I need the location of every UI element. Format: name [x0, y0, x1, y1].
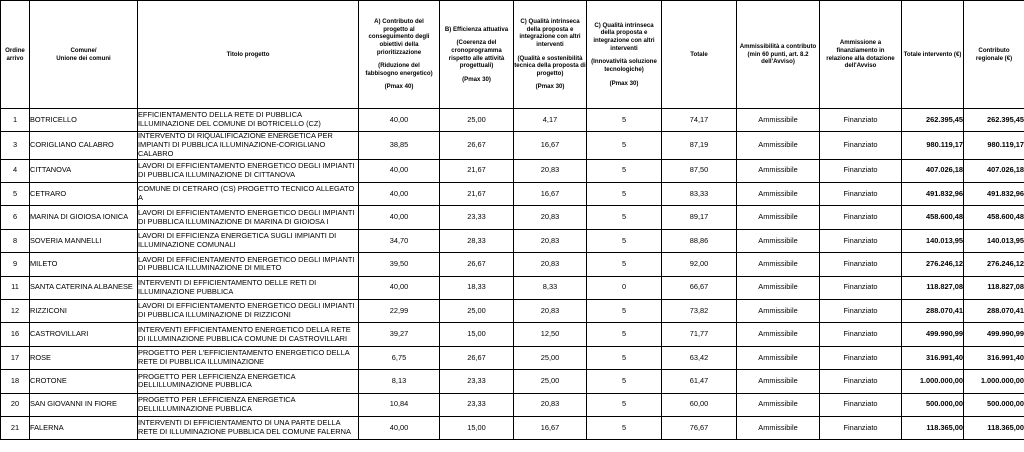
cell-finanziamento: Finanziato [820, 132, 902, 159]
table-row [1, 393, 1024, 416]
cell-score-c2: 5 [587, 159, 662, 182]
cell-comune: RIZZICONI [30, 299, 138, 322]
header-a-sub-line: (Riduzione del [378, 62, 420, 70]
header-contributo-line: regionale (€) [975, 54, 1013, 62]
cell-ammissibilita: Ammissibile [737, 276, 820, 299]
cell-titolo: INTERVENTI DI EFFICIENTAMENTO DI UNA PARTE DELLA RETE DI ILLUMINAZIONE PUBBLICA DEL COMUNE FALERNA [138, 416, 359, 439]
table-row [1, 182, 1024, 205]
header-ammissione-line: dell'Avviso [844, 62, 877, 70]
cell-totale-intervento: 262.395,45 [902, 109, 964, 132]
cell-contributo-regionale: 262.395,45 [964, 109, 1024, 132]
cell-score-c2: 5 [587, 253, 662, 276]
header-c2-line: interventi [610, 44, 638, 52]
cell-comune: CROTONE [30, 370, 138, 393]
cell-ammissibilita: Ammissibile [737, 229, 820, 252]
cell-ammissibilita: Ammissibile [737, 253, 820, 276]
cell-contributo-regionale: 407.026,18 [964, 159, 1024, 182]
header-amm-line: (min 60 punti, art. 8.2 [747, 50, 809, 58]
cell-totale: 88,86 [662, 229, 737, 252]
cell-totale-intervento: 118.365,00 [902, 416, 964, 439]
cell-ammissibilita: Ammissibile [737, 346, 820, 369]
cell-totale: 87,50 [662, 159, 737, 182]
cell-ammissibilita: Ammissibile [737, 132, 820, 159]
cell-totale: 83,33 [662, 182, 737, 205]
cell-ammissibilita: Ammissibile [737, 370, 820, 393]
cell-titolo: INTERVENTI EFFICIENTAMENTO ENERGETICO DELLA RETE DI ILLUMINAZIONE PUBBLICA COMUNE DI CASTROVILLARI [138, 323, 359, 346]
table-row [1, 323, 1024, 346]
cell-finanziamento: Finanziato [820, 276, 902, 299]
header-b-sub-line: cronoprogramma [451, 46, 502, 54]
cell-totale: 66,67 [662, 276, 737, 299]
cell-totale: 76,67 [662, 416, 737, 439]
cell-score-c1: 20,83 [514, 159, 587, 182]
cell-contributo-regionale: 118.365,00 [964, 416, 1024, 439]
header-row [1, 1, 1024, 109]
cell-score-b: 21,67 [440, 182, 514, 205]
header-a-line: obiettivi della [379, 40, 419, 48]
header-comune-line1: Comune/ [70, 46, 97, 54]
cell-contributo-regionale: 980.119,17 [964, 132, 1024, 159]
cell-ordine: 8 [1, 229, 30, 252]
table-row [1, 132, 1024, 159]
cell-score-c2: 0 [587, 276, 662, 299]
header-c2-line: della proposta e [600, 29, 648, 37]
cell-score-b: 21,67 [440, 159, 514, 182]
cell-comune: SANTA CATERINA ALBANESE [30, 276, 138, 299]
cell-comune: BOTRICELLO [30, 109, 138, 132]
cell-score-c1: 4,17 [514, 109, 587, 132]
cell-finanziamento: Finanziato [820, 393, 902, 416]
cell-score-b: 23,33 [440, 206, 514, 229]
cell-ordine: 5 [1, 182, 30, 205]
header-c2-sub-line: (Innovatività soluzione [591, 58, 657, 66]
cell-finanziamento: Finanziato [820, 206, 902, 229]
cell-finanziamento: Finanziato [820, 346, 902, 369]
cell-titolo: PROGETTO PER LEFFICIENZA ENERGETICA DELLILLUMINAZIONE PUBBLICA [138, 393, 359, 416]
header-criterion-c2 [587, 1, 662, 109]
cell-score-b: 23,33 [440, 370, 514, 393]
header-a-pmax: (Pmax 40) [384, 83, 414, 91]
header-c1-line: della proposta e [526, 25, 574, 33]
cell-titolo: LAVORI DI EFFICIENTAMENTO ENERGETICO DEGLI IMPIANTI DI PUBBLICA ILLUMINAZIONE DI MILETO [138, 253, 359, 276]
cell-score-c1: 8,33 [514, 276, 587, 299]
cell-comune: MARINA DI GIOIOSA IONICA [30, 206, 138, 229]
table-row [1, 206, 1024, 229]
cell-comune: SAN GIOVANNI IN FIORE [30, 393, 138, 416]
cell-ammissibilita: Ammissibile [737, 416, 820, 439]
table-body [1, 109, 1024, 440]
cell-finanziamento: Finanziato [820, 370, 902, 393]
cell-score-a: 40,00 [359, 276, 440, 299]
table-row [1, 346, 1024, 369]
header-comune [30, 1, 138, 109]
cell-ordine: 11 [1, 276, 30, 299]
cell-score-c2: 5 [587, 229, 662, 252]
header-b-sub-line: progettuali) [459, 62, 494, 70]
header-ammissione-line: finanziamento in [836, 46, 885, 54]
table-row [1, 276, 1024, 299]
header-c2-pmax: (Pmax 30) [609, 79, 639, 87]
cell-score-c1: 25,00 [514, 346, 587, 369]
cell-titolo: EFFICIENTAMENTO DELLA RETE DI PUBBLICA ILLUMINAZIONE DEL COMUNE DI BOTRICELLO (CZ) [138, 109, 359, 132]
cell-score-a: 40,00 [359, 109, 440, 132]
cell-ammissibilita: Ammissibile [737, 393, 820, 416]
header-c2-line: C) Qualità intrinseca [594, 21, 654, 29]
cell-score-b: 18,33 [440, 276, 514, 299]
header-b-line: B) Efficienza attuativa [444, 25, 509, 33]
cell-score-a: 10,84 [359, 393, 440, 416]
cell-score-c2: 5 [587, 299, 662, 322]
cell-score-a: 39,27 [359, 323, 440, 346]
cell-ammissibilita: Ammissibile [737, 299, 820, 322]
cell-score-a: 34,70 [359, 229, 440, 252]
cell-ordine: 12 [1, 299, 30, 322]
cell-score-a: 40,00 [359, 182, 440, 205]
cell-ammissibilita: Ammissibile [737, 323, 820, 346]
cell-ordine: 16 [1, 323, 30, 346]
cell-score-b: 23,33 [440, 393, 514, 416]
cell-titolo: LAVORI DI EFFICIENTAMENTO ENERGETICO DEGLI IMPIANTI DI PUBBLICA ILLUMINAZIONE DI RIZZICONI [138, 299, 359, 322]
cell-finanziamento: Finanziato [820, 416, 902, 439]
cell-finanziamento: Finanziato [820, 159, 902, 182]
cell-score-a: 6,75 [359, 346, 440, 369]
cell-score-c1: 16,67 [514, 182, 587, 205]
cell-score-a: 40,00 [359, 416, 440, 439]
cell-comune: CORIGLIANO CALABRO [30, 132, 138, 159]
header-c1-line: interventi [536, 40, 564, 48]
cell-score-b: 25,00 [440, 299, 514, 322]
cell-ordine: 21 [1, 416, 30, 439]
header-ordine-line1: Ordine [5, 46, 25, 54]
cell-totale-intervento: 500.000,00 [902, 393, 964, 416]
cell-score-a: 38,85 [359, 132, 440, 159]
cell-contributo-regionale: 118.827,08 [964, 276, 1024, 299]
header-c2-sub [587, 58, 661, 73]
cell-totale-intervento: 140.013,95 [902, 229, 964, 252]
cell-contributo-regionale: 491.832,96 [964, 182, 1024, 205]
cell-finanziamento: Finanziato [820, 182, 902, 205]
header-amm-line: dell'Avviso) [761, 58, 795, 66]
header-b-sub-line: (Coerenza del [456, 39, 497, 47]
cell-score-b: 28,33 [440, 229, 514, 252]
header-amm-line: Ammissibilità a contributo [739, 43, 817, 51]
cell-totale: 92,00 [662, 253, 737, 276]
cell-contributo-regionale: 316.991,40 [964, 346, 1024, 369]
cell-comune: CITTANOVA [30, 159, 138, 182]
cell-score-b: 15,00 [440, 323, 514, 346]
table-row [1, 109, 1024, 132]
header-criterion-b [440, 1, 514, 109]
cell-titolo: COMUNE DI CETRARO (CS) PROGETTO TECNICO ALLEGATO A [138, 182, 359, 205]
header-ammissione [820, 1, 902, 109]
cell-ordine: 1 [1, 109, 30, 132]
cell-contributo-regionale: 1.000.000,00 [964, 370, 1024, 393]
cell-totale: 89,17 [662, 206, 737, 229]
header-c1-sub-line: progetto) [536, 69, 564, 77]
cell-totale-intervento: 1.000.000,00 [902, 370, 964, 393]
cell-ordine: 17 [1, 346, 30, 369]
cell-score-c2: 5 [587, 346, 662, 369]
header-b-sub-line: rispetto alle attività [448, 54, 505, 62]
header-c1-sub-line: (Qualità e sostenibilità [517, 54, 583, 62]
cell-score-c2: 5 [587, 182, 662, 205]
header-totale-intervento [902, 1, 964, 109]
cell-score-c1: 20,83 [514, 206, 587, 229]
header-c1-sub [514, 55, 586, 78]
cell-titolo: LAVORI DI EFFICIENZA ENERGETICA SUGLI IMPIANTI DI ILLUMINAZIONE COMUNALI [138, 229, 359, 252]
cell-totale-intervento: 407.026,18 [902, 159, 964, 182]
cell-score-a: 40,00 [359, 206, 440, 229]
header-a-line: prioritizzazione [376, 48, 422, 56]
cell-score-c2: 5 [587, 416, 662, 439]
header-criterion-a [359, 1, 440, 109]
cell-totale: 74,17 [662, 109, 737, 132]
header-b-sub [440, 39, 513, 69]
cell-ordine: 6 [1, 206, 30, 229]
cell-totale-intervento: 458.600,48 [902, 206, 964, 229]
table-row [1, 416, 1024, 439]
header-c1-sub-line: tecnica della proposta di [514, 62, 586, 70]
header-c1-line: C) Qualità intrinseca [520, 18, 580, 26]
cell-contributo-regionale: 458.600,48 [964, 206, 1024, 229]
cell-score-a: 22,99 [359, 299, 440, 322]
cell-comune: CETRARO [30, 182, 138, 205]
cell-score-a: 40,00 [359, 159, 440, 182]
cell-score-b: 15,00 [440, 416, 514, 439]
cell-finanziamento: Finanziato [820, 253, 902, 276]
header-titolo-label: Titolo progetto [226, 50, 270, 58]
header-c1-line: integrazione con altri [519, 33, 581, 41]
header-contributo [964, 1, 1024, 109]
table-row [1, 299, 1024, 322]
cell-score-c2: 5 [587, 393, 662, 416]
cell-titolo: INTERVENTI DI EFFICIENTAMENTO DELLE RETI DI ILLUMINAZIONE PUBBLICA [138, 276, 359, 299]
header-totale-label: Totale [690, 50, 708, 58]
cell-score-b: 26,67 [440, 346, 514, 369]
header-contributo-line: Contributo [978, 46, 1010, 54]
cell-totale: 87,19 [662, 132, 737, 159]
cell-score-c1: 16,67 [514, 416, 587, 439]
table-row [1, 370, 1024, 393]
header-ordine [1, 1, 30, 109]
cell-titolo: PROGETTO PER L'EFFICIENTAMENTO ENERGETICO DELLA RETE DI PUBBLICA ILLUMINAZIONE [138, 346, 359, 369]
cell-ordine: 20 [1, 393, 30, 416]
cell-contributo-regionale: 140.013,95 [964, 229, 1024, 252]
cell-ammissibilita: Ammissibile [737, 206, 820, 229]
cell-ammissibilita: Ammissibile [737, 109, 820, 132]
cell-comune: ROSE [30, 346, 138, 369]
cell-comune: FALERNA [30, 416, 138, 439]
cell-score-c1: 12,50 [514, 323, 587, 346]
header-ammissibilita [737, 1, 820, 109]
cell-score-c1: 25,00 [514, 370, 587, 393]
table-row [1, 159, 1024, 182]
cell-totale-intervento: 276.246,12 [902, 253, 964, 276]
cell-ammissibilita: Ammissibile [737, 159, 820, 182]
header-ordine-line2: arrivo [6, 54, 24, 62]
cell-ammissibilita: Ammissibile [737, 182, 820, 205]
cell-totale-intervento: 316.991,40 [902, 346, 964, 369]
header-a-line: A) Contributo del [374, 18, 424, 26]
cell-titolo: PROGETTO PER LEFFICIENZA ENERGETICA DELLILLUMINAZIONE PUBBLICA [138, 370, 359, 393]
cell-comune: MILETO [30, 253, 138, 276]
header-a-line: conseguimento degli [368, 33, 430, 41]
header-comune-line2: Unione dei comuni [56, 54, 111, 62]
cell-score-c1: 20,83 [514, 393, 587, 416]
cell-score-c1: 20,83 [514, 229, 587, 252]
cell-contributo-regionale: 499.990,99 [964, 323, 1024, 346]
header-totale [662, 1, 737, 109]
cell-score-c2: 5 [587, 370, 662, 393]
cell-finanziamento: Finanziato [820, 323, 902, 346]
cell-score-c1: 20,83 [514, 253, 587, 276]
cell-ordine: 4 [1, 159, 30, 182]
header-ammissione-line: Ammissione a [839, 39, 882, 47]
cell-totale-intervento: 288.070,41 [902, 299, 964, 322]
cell-score-c1: 20,83 [514, 299, 587, 322]
cell-comune: SOVERIA MANNELLI [30, 229, 138, 252]
cell-score-a: 8,13 [359, 370, 440, 393]
cell-score-b: 26,67 [440, 132, 514, 159]
cell-score-a: 39,50 [359, 253, 440, 276]
cell-totale-intervento: 491.832,96 [902, 182, 964, 205]
cell-totale: 73,82 [662, 299, 737, 322]
cell-totale-intervento: 980.119,17 [902, 132, 964, 159]
header-a-sub [359, 62, 439, 77]
header-criterion-c1 [514, 1, 587, 109]
header-a-sub-line: fabbisogno energetico) [365, 69, 433, 77]
cell-totale-intervento: 118.827,08 [902, 276, 964, 299]
cell-titolo: LAVORI DI EFFICIENTAMENTO ENERGETICO DEGLI IMPIANTI DI PUBBLICA ILLUMINAZIONE DI CITTANOVA [138, 159, 359, 182]
cell-totale: 71,77 [662, 323, 737, 346]
cell-contributo-regionale: 500.000,00 [964, 393, 1024, 416]
cell-contributo-regionale: 288.070,41 [964, 299, 1024, 322]
cell-titolo: INTERVENTO DI RIQUALIFICAZIONE ENERGETICA PER IMPIANTI DI PUBBLICA ILLUMINAZIONE-CORIGLIANO CALABRO [138, 132, 359, 159]
cell-totale-intervento: 499.990,99 [902, 323, 964, 346]
cell-finanziamento: Finanziato [820, 109, 902, 132]
cell-score-c2: 5 [587, 323, 662, 346]
header-a-line: progetto al [383, 25, 415, 33]
cell-score-c2: 5 [587, 132, 662, 159]
cell-ordine: 9 [1, 253, 30, 276]
header-c1-pmax: (Pmax 30) [535, 83, 565, 91]
cell-ordine: 3 [1, 132, 30, 159]
cell-totale: 60,00 [662, 393, 737, 416]
header-totint-label: Totale intervento (€) [903, 50, 962, 58]
table-row [1, 229, 1024, 252]
cell-totale: 61,47 [662, 370, 737, 393]
table-row [1, 253, 1024, 276]
cell-finanziamento: Finanziato [820, 229, 902, 252]
cell-score-c2: 5 [587, 206, 662, 229]
cell-finanziamento: Finanziato [820, 299, 902, 322]
cell-score-b: 26,67 [440, 253, 514, 276]
cell-totale: 63,42 [662, 346, 737, 369]
header-c2-line: integrazione con altri [593, 37, 655, 45]
header-titolo [138, 1, 359, 109]
cell-contributo-regionale: 276.246,12 [964, 253, 1024, 276]
header-ammissione-line: relazione alla dotazione [826, 54, 895, 62]
header-b-pmax: (Pmax 30) [462, 75, 491, 83]
cell-score-c2: 5 [587, 109, 662, 132]
cell-comune: CASTROVILLARI [30, 323, 138, 346]
header-c2-sub-line: tecnologiche) [604, 65, 644, 73]
cell-score-c1: 16,67 [514, 132, 587, 159]
cell-ordine: 18 [1, 370, 30, 393]
cell-score-b: 25,00 [440, 109, 514, 132]
cell-titolo: LAVORI DI EFFICIENTAMENTO ENERGETICO DEGLI IMPIANTI DI PUBBLICA ILLUMINAZIONE DI MARINA DI GIOIOSA I [138, 206, 359, 229]
